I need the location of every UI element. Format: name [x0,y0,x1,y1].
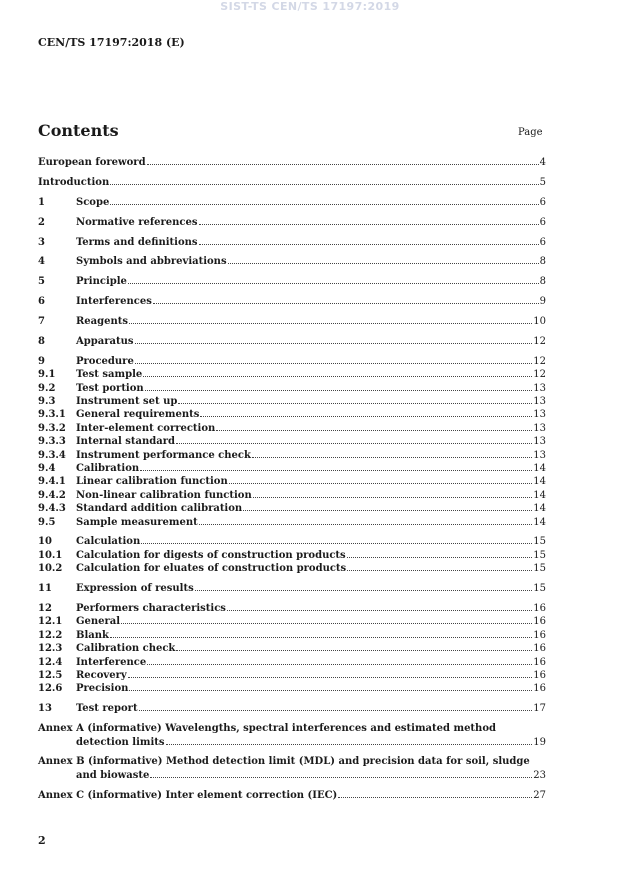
toc-entry-page: 8 [539,276,546,288]
toc-annex-entry[interactable] [38,789,546,802]
toc-entry-title: Terms and definitions [76,236,198,248]
toc-entry[interactable] [38,502,546,515]
toc-entry[interactable] [38,682,546,695]
toc-entry-number: 9.4.1 [38,476,66,488]
toc-entry-title: Calculation for eluates of construction products [76,563,347,575]
toc-entry[interactable] [38,669,546,682]
toc-entry-page: 8 [539,256,546,268]
toc-entry-page: 16 [533,683,546,695]
toc-entry-title: European foreword [38,157,146,168]
toc-entry[interactable] [38,382,546,395]
toc-entry-number: 9.2 [38,382,56,394]
toc-entry-title: Introduction [38,176,110,188]
toc-entry-number: 9.5 [38,516,56,528]
toc-entry-number: 9.3.1 [38,409,66,421]
dot-leader [166,736,533,745]
toc-entry-page: 6 [539,216,546,228]
toc-entry-number: 2 [38,216,45,228]
toc-entry[interactable] [38,629,546,642]
watermark: SIST-TS CEN/TS 17197:2019 [220,0,400,13]
toc-entry[interactable] [38,196,546,209]
toc-entry-number: 7 [38,316,45,328]
toc-entry[interactable] [38,582,546,595]
dot-leader [195,582,533,591]
toc-entry[interactable] [38,435,546,448]
toc-entry-title: Symbols and abbreviations [76,256,227,268]
toc-entry[interactable] [38,176,546,189]
annex-page: 19 [533,736,546,748]
dot-leader [200,408,532,417]
toc-entry-page: 4 [539,157,546,168]
annex-title-continuation: detection limits [76,736,165,748]
document-id: CEN/TS 17197:2018 (E) [38,36,185,49]
dot-leader [178,395,532,404]
toc-entry-number: 9.3 [38,396,56,408]
toc-entry-number: 6 [38,296,45,308]
toc-entry-number: 12.2 [38,629,63,641]
dot-leader [199,236,539,245]
dot-leader [229,475,533,484]
toc-entry-number: 9.4.3 [38,503,66,515]
toc-entry-number: 9.1 [38,369,56,381]
dot-leader [129,315,532,324]
toc-entry-number: 10 [38,536,52,548]
toc-entry[interactable] [38,562,546,575]
toc-entry-number: 3 [38,236,45,248]
dot-leader [253,489,533,498]
toc-entry-title: Calculation [76,536,141,548]
page-column-header: Page [518,127,543,138]
dot-leader [216,422,532,431]
toc-entry-title: Expression of results [76,583,194,595]
dot-leader [243,502,532,511]
toc-entry-title: Calculation for digests of construction products [76,549,346,561]
toc-entry[interactable] [38,408,546,421]
toc-entry-title: Interference [76,656,147,668]
toc-entry-title: General [76,616,121,628]
dot-leader [227,602,532,611]
contents-title: Contents [38,121,119,140]
toc-entry[interactable] [38,355,546,368]
toc-entry-page: 14 [533,516,546,528]
toc-entry-title: Principle [76,276,127,288]
toc-entry-number: 1 [38,196,45,208]
toc-entry[interactable] [38,335,546,348]
toc-entry-page: 14 [533,489,546,501]
toc-entry-title: Reagents [76,316,129,328]
toc-entry-number: 12 [38,603,52,615]
toc-entry[interactable] [38,275,546,288]
toc-entry[interactable] [38,602,546,615]
toc-entry-title: Instrument set up [76,396,178,408]
toc-entry-title: Apparatus [76,336,134,348]
toc-entry[interactable] [38,656,546,669]
dot-leader [176,435,532,444]
toc-entry-number: 10.2 [38,563,63,575]
toc-entry-page: 12 [533,369,546,381]
toc-entry[interactable] [38,462,546,475]
toc-entry-title: General requirements [76,409,200,421]
toc-entry-number: 12.3 [38,643,63,655]
toc-entry[interactable] [38,368,546,381]
annex-title: Annex B (informative) Method detection limit (MDL) and precision data for soil, sludge [38,756,530,768]
page-number: 2 [38,834,46,847]
toc-entry-number: 9 [38,355,45,367]
toc-entry-number: 11 [38,583,52,595]
toc-entry[interactable] [38,489,546,502]
toc-entry[interactable] [38,236,546,249]
toc-entry[interactable] [38,255,546,268]
annex-title-continuation: and biowaste [76,769,150,781]
toc-entry-page: 9 [539,296,546,308]
toc-entry-title: Inter-element correction [76,422,216,434]
toc-entry-page: 16 [533,629,546,641]
toc-entry-page: 6 [539,236,546,248]
toc-entry-page: 13 [533,409,546,421]
dot-leader [199,516,533,525]
dot-leader [147,156,539,165]
table-of-contents [38,156,546,802]
toc-entry-page: 16 [533,616,546,628]
dot-leader [347,549,533,558]
dot-leader [128,275,539,284]
toc-entry-page: 17 [533,703,546,715]
toc-entry[interactable] [38,642,546,655]
toc-entry-page: 12 [533,355,546,367]
annex-title: Annex A (informative) Wavelengths, spectral interferences and estimated method [38,723,496,735]
toc-entry-number: 9.4 [38,463,56,475]
toc-entry-title: Internal standard [76,436,175,448]
dot-leader [176,642,532,651]
toc-entry-page: 13 [533,449,546,461]
dot-leader [347,562,532,571]
toc-entry-title: Procedure [76,355,134,367]
toc-entry[interactable] [38,549,546,562]
dot-leader [110,176,538,185]
dot-leader [147,656,532,665]
toc-entry-page: 13 [533,382,546,394]
annex-page: 23 [533,769,546,781]
annex-page: 27 [533,789,546,801]
toc-entry[interactable] [38,395,546,408]
toc-entry-title: Normative references [76,216,198,228]
toc-entry[interactable] [38,702,546,715]
dot-leader [139,702,533,711]
toc-entry-title: Performers characteristics [76,603,226,615]
dot-leader [252,449,532,458]
toc-entry-page: 15 [533,563,546,575]
toc-entry-number: 4 [38,256,45,268]
toc-entry[interactable] [38,156,546,169]
toc-entry-title: Non-linear calibration function [76,489,252,501]
toc-entry-number: 9.3.4 [38,449,66,461]
toc-entry-page: 13 [533,396,546,408]
toc-entry-page: 14 [533,476,546,488]
dot-leader [145,382,533,391]
toc-entry[interactable] [38,615,546,628]
toc-entry-title: Scope [76,196,110,208]
dot-leader [135,355,532,364]
toc-entry-number: 9.3.3 [38,436,66,448]
toc-entry[interactable] [38,516,546,529]
dot-leader [135,335,533,344]
dot-leader [140,462,532,471]
dot-leader [338,789,532,798]
toc-entry-page: 5 [539,176,546,188]
toc-entry-title: Instrument performance check [76,449,251,461]
dot-leader [121,615,532,624]
toc-entry-title: Test portion [76,382,144,394]
dot-leader [110,629,532,638]
toc-entry-number: 8 [38,336,45,348]
dot-leader [129,682,532,691]
toc-entry-number: 9.3.2 [38,422,66,434]
toc-entry-number: 12.1 [38,616,63,628]
toc-entry-title: Blank [76,629,109,641]
dot-leader [199,216,539,225]
toc-entry-number: 10.1 [38,549,63,561]
toc-entry-title: Standard addition calibration [76,503,243,515]
toc-entry-number: 12.6 [38,683,63,695]
toc-entry[interactable] [38,475,546,488]
toc-annex-entry[interactable] [38,722,546,749]
toc-entry-title: Test sample [76,369,143,381]
toc-entry-page: 16 [533,643,546,655]
toc-entry-page: 13 [533,422,546,434]
toc-entry-number: 12.5 [38,670,63,681]
toc-entry-page: 15 [533,549,546,561]
dot-leader [128,669,533,678]
toc-annex-entry[interactable] [38,755,546,782]
toc-entry-number: 12.4 [38,656,63,668]
toc-entry[interactable] [38,315,546,328]
toc-entry-number: 5 [38,276,45,288]
toc-entry-title: Sample measurement [76,516,198,528]
dot-leader [150,769,532,778]
toc-entry-page: 16 [533,603,546,615]
toc-entry-title: Calibration check [76,643,176,655]
toc-entry-page: 16 [533,670,546,681]
toc-entry[interactable] [38,295,546,308]
toc-entry-page: 14 [533,503,546,515]
dot-leader [153,295,539,304]
toc-entry-page: 13 [533,436,546,448]
toc-entry-title: Calibration [76,463,140,475]
toc-entry-number: 9.4.2 [38,489,66,501]
toc-entry-page: 15 [533,536,546,548]
toc-entry-page: 12 [533,336,546,348]
dot-leader [110,196,538,205]
dot-leader [143,368,532,377]
toc-entry[interactable] [38,449,546,462]
toc-entry[interactable] [38,535,546,548]
toc-entry-page: 15 [533,583,546,595]
toc-entry-page: 6 [539,196,546,208]
toc-entry[interactable] [38,422,546,435]
toc-entry-number: 13 [38,703,52,715]
toc-entry-page: 10 [533,316,546,328]
toc-entry-title: Precision [76,683,129,695]
dot-leader [141,535,532,544]
toc-entry[interactable] [38,216,546,229]
dot-leader [228,255,539,264]
toc-entry-title: Interferences [76,296,152,308]
toc-entry-title: Linear calibration function [76,476,228,488]
toc-entry-page: 14 [533,463,546,475]
toc-entry-title: Recovery [76,670,127,681]
toc-entry-page: 16 [533,656,546,668]
toc-entry-title: Test report [76,703,138,715]
annex-title: Annex C (informative) Inter element correction (IEC) [38,789,338,801]
